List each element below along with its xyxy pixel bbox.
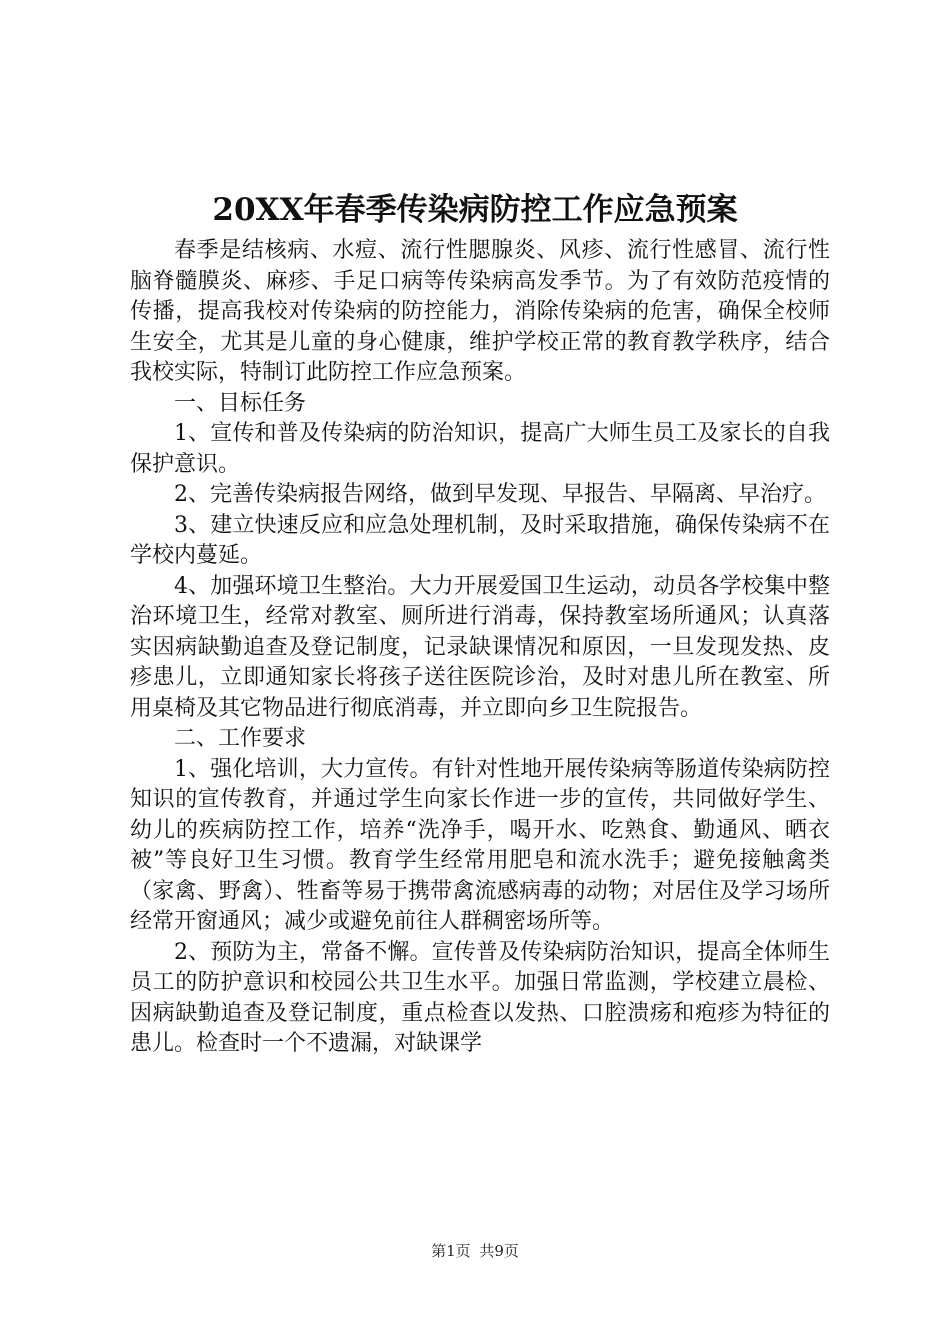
paragraph-requirement-1: 1、强化培训，大力宣传。有针对性地开展传染病等肠道传染病防控知识的宣传教育，并通过学生向家长作进一步的宣传，共同做好学生、幼儿的疾病防控工作，培养“洗净手，喝开水、吃熟食、勤通风、晒衣被”等良好卫生习惯。教育学生经常用肥皂和流水洗手；避免接触禽类（家禽、野禽）、牲畜等易于携带禽流感病毒的动物；对居住及学习场所经常开窗通风；减少或避免前往人群稠密场所等。	[130, 756, 830, 934]
page-total: 共9页	[479, 1242, 519, 1260]
paragraph-goal-3: 3、建立快速反应和应急处理机制，及时采取措施，确保传染病不在学校内蔓延。	[130, 512, 830, 568]
page-number: 第1页	[431, 1242, 471, 1260]
paragraph-goal-4: 4、加强环境卫生整治。大力开展爱国卫生运动，动员各学校集中整治环境卫生，经常对教室、厕所进行消毒，保持教室场所通风；认真落实因病缺勤追查及登记制度，记录缺课情况和原因，一旦发现发热、皮疹患儿，立即通知家长将孩子送往医院诊治，及时对患儿所在教室、所用桌椅及其它物品进行彻底消毒，并立即向乡卫生院报告。	[130, 573, 830, 721]
page-footer	[0, 1241, 950, 1261]
document-title: 20XX年春季传染病防控工作应急预案	[212, 192, 738, 228]
paragraph-goal-1: 1、宣传和普及传染病的防治知识，提高广大师生员工及家长的自我保护意识。	[130, 421, 830, 477]
section-heading-requirements: 二、工作要求	[174, 726, 307, 751]
document-body	[130, 236, 830, 1060]
paragraph-goal-2: 2、完善传染病报告网络，做到早发现、早报告、早隔离、早治疗。	[174, 482, 826, 507]
paragraph-intro: 春季是结核病、水痘、流行性腮腺炎、风疹、流行性感冒、流行性脑脊髓膜炎、麻疹、手足口病等传染病高发季节。为了有效防范疫情的传播，提高我校对传染病的防控能力，消除传染病的危害，确保全校师生安全，尤其是儿童的身心健康，维护学校正常的教育教学秩序，结合我校实际，特制订此防控工作应急预案。	[130, 238, 830, 385]
section-heading-goals: 一、目标任务	[174, 390, 307, 416]
paragraph-requirement-2: 2、预防为主，常备不懈。宣传普及传染病防治知识，提高全体师生员工的防护意识和校园公共卫生水平。加强日常监测，学校建立晨检、因病缺勤追查及登记制度，重点检查以发热、口腔溃疡和疱疹为特征的患儿。检查时一个不遗漏，对缺课学	[130, 939, 830, 1056]
